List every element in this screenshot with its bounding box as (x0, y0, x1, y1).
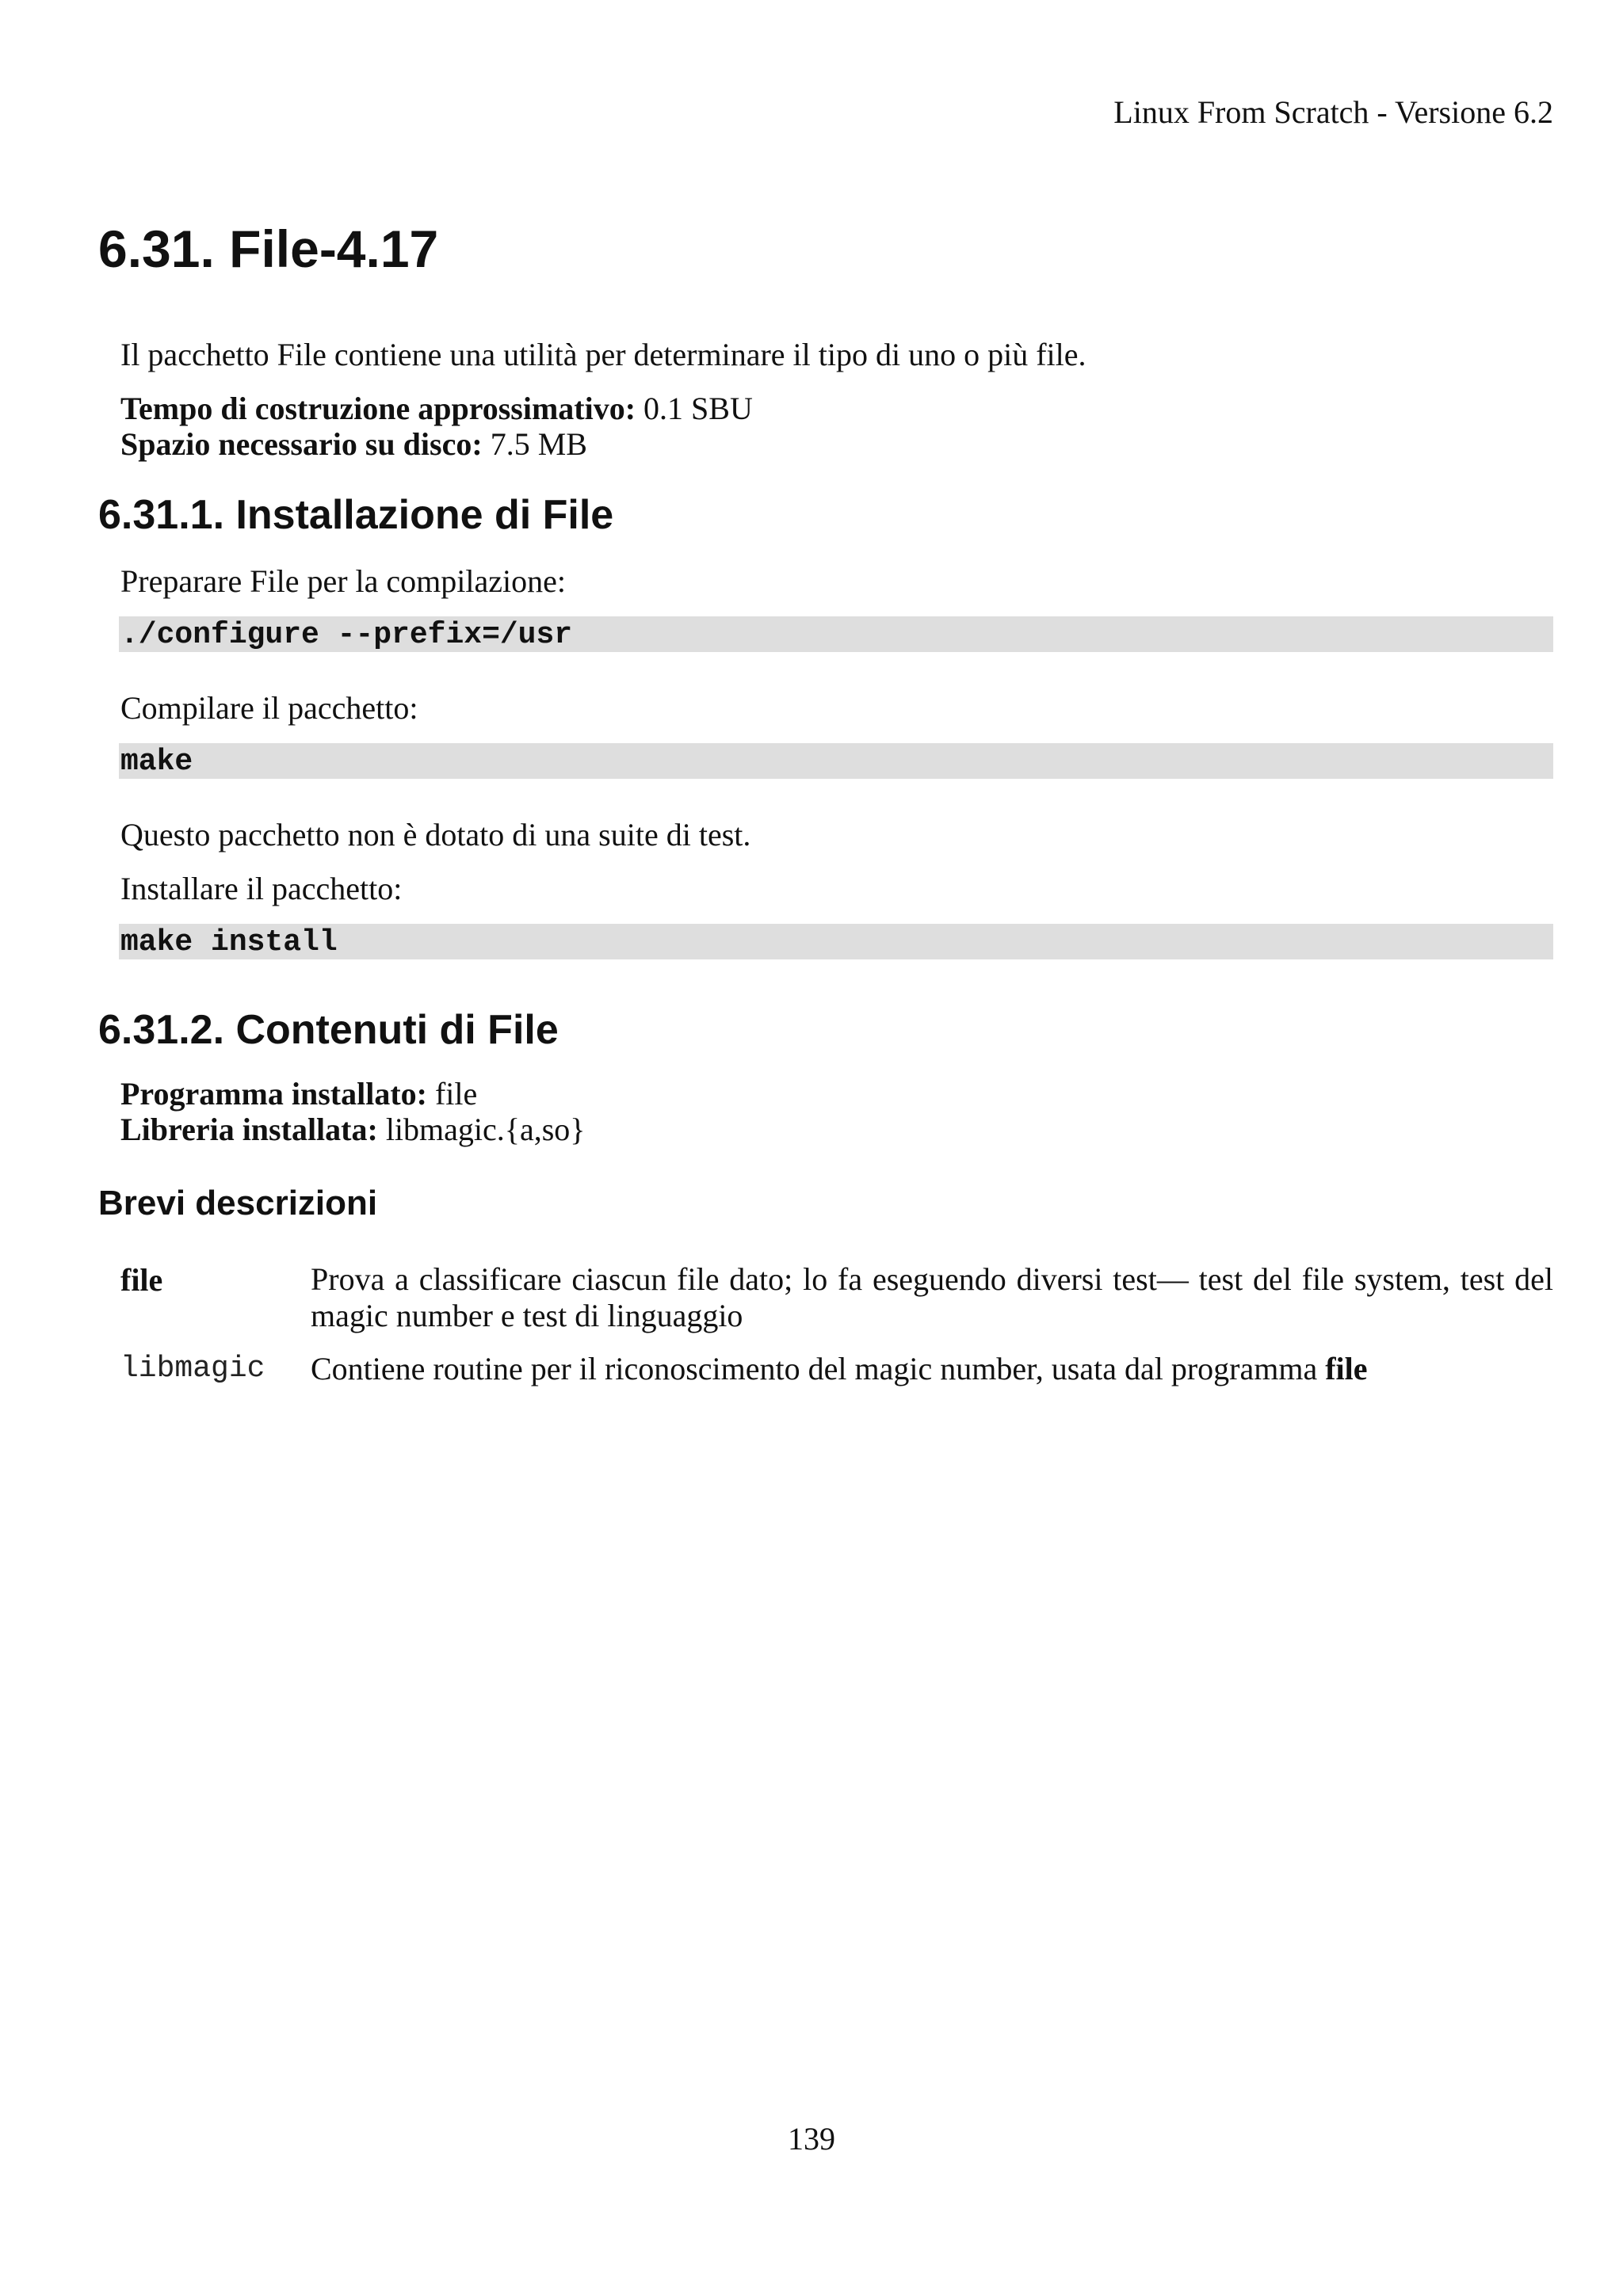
prepare-text: Preparare File per la compilazione: (120, 563, 566, 599)
installed-program-label: Programma installato: (120, 1076, 427, 1112)
configure-code-block (119, 616, 1553, 652)
build-time-label: Tempo di costruzione approssimativo: (120, 391, 636, 426)
build-time-line (120, 390, 753, 427)
desc-text-file: Prova a classificare ciascun file dato; lo fa eseguendo diversi test— test del file system, test del magic number e test di linguaggio (311, 1261, 1553, 1333)
installed-library-label: Libreria installata: (120, 1112, 378, 1147)
intro-text: Il pacchetto File contiene una utilità per determinare il tipo di uno o più file. (120, 337, 1086, 372)
desc-text-libmagic (311, 1350, 1368, 1387)
make-code-block (119, 743, 1553, 779)
running-header: Linux From Scratch - Versione 6.2 (1113, 94, 1553, 130)
desc-text-libmagic-program: file (1325, 1351, 1368, 1386)
disk-space-line (120, 425, 587, 463)
no-tests-text: Questo pacchetto non è dotato di una suite di test. (120, 817, 751, 852)
installed-program-line (120, 1075, 477, 1112)
install-text: Installare il pacchetto: (120, 871, 403, 906)
desc-term-libmagic: libmagic (120, 1352, 265, 1386)
make-command: make (120, 745, 193, 779)
desc-term-file: file (120, 1262, 163, 1298)
chapter-title: 6.31. File-4.17 (98, 219, 439, 278)
desc-text-libmagic-body: Contiene routine per il riconoscimento del magic number, usata dal programma (311, 1351, 1318, 1386)
configure-command: ./configure --prefix=/usr (120, 618, 573, 652)
installed-library-line (120, 1111, 586, 1148)
installation-heading: 6.31.1. Installazione di File (98, 492, 614, 538)
installed-library-value: libmagic.{a,so} (385, 1112, 586, 1147)
page-number: 139 (788, 2121, 835, 2157)
build-time-value: 0.1 SBU (643, 391, 753, 426)
install-command: make install (120, 925, 338, 959)
disk-space-label: Spazio necessario su disco: (120, 426, 483, 462)
install-code-block (119, 924, 1553, 959)
contents-heading: 6.31.2. Contenuti di File (98, 1007, 559, 1053)
descriptions-heading: Brevi descrizioni (98, 1184, 378, 1222)
disk-space-value: 7.5 MB (490, 426, 587, 462)
installed-program-value: file (434, 1076, 478, 1112)
compile-text: Compilare il pacchetto: (120, 690, 418, 726)
